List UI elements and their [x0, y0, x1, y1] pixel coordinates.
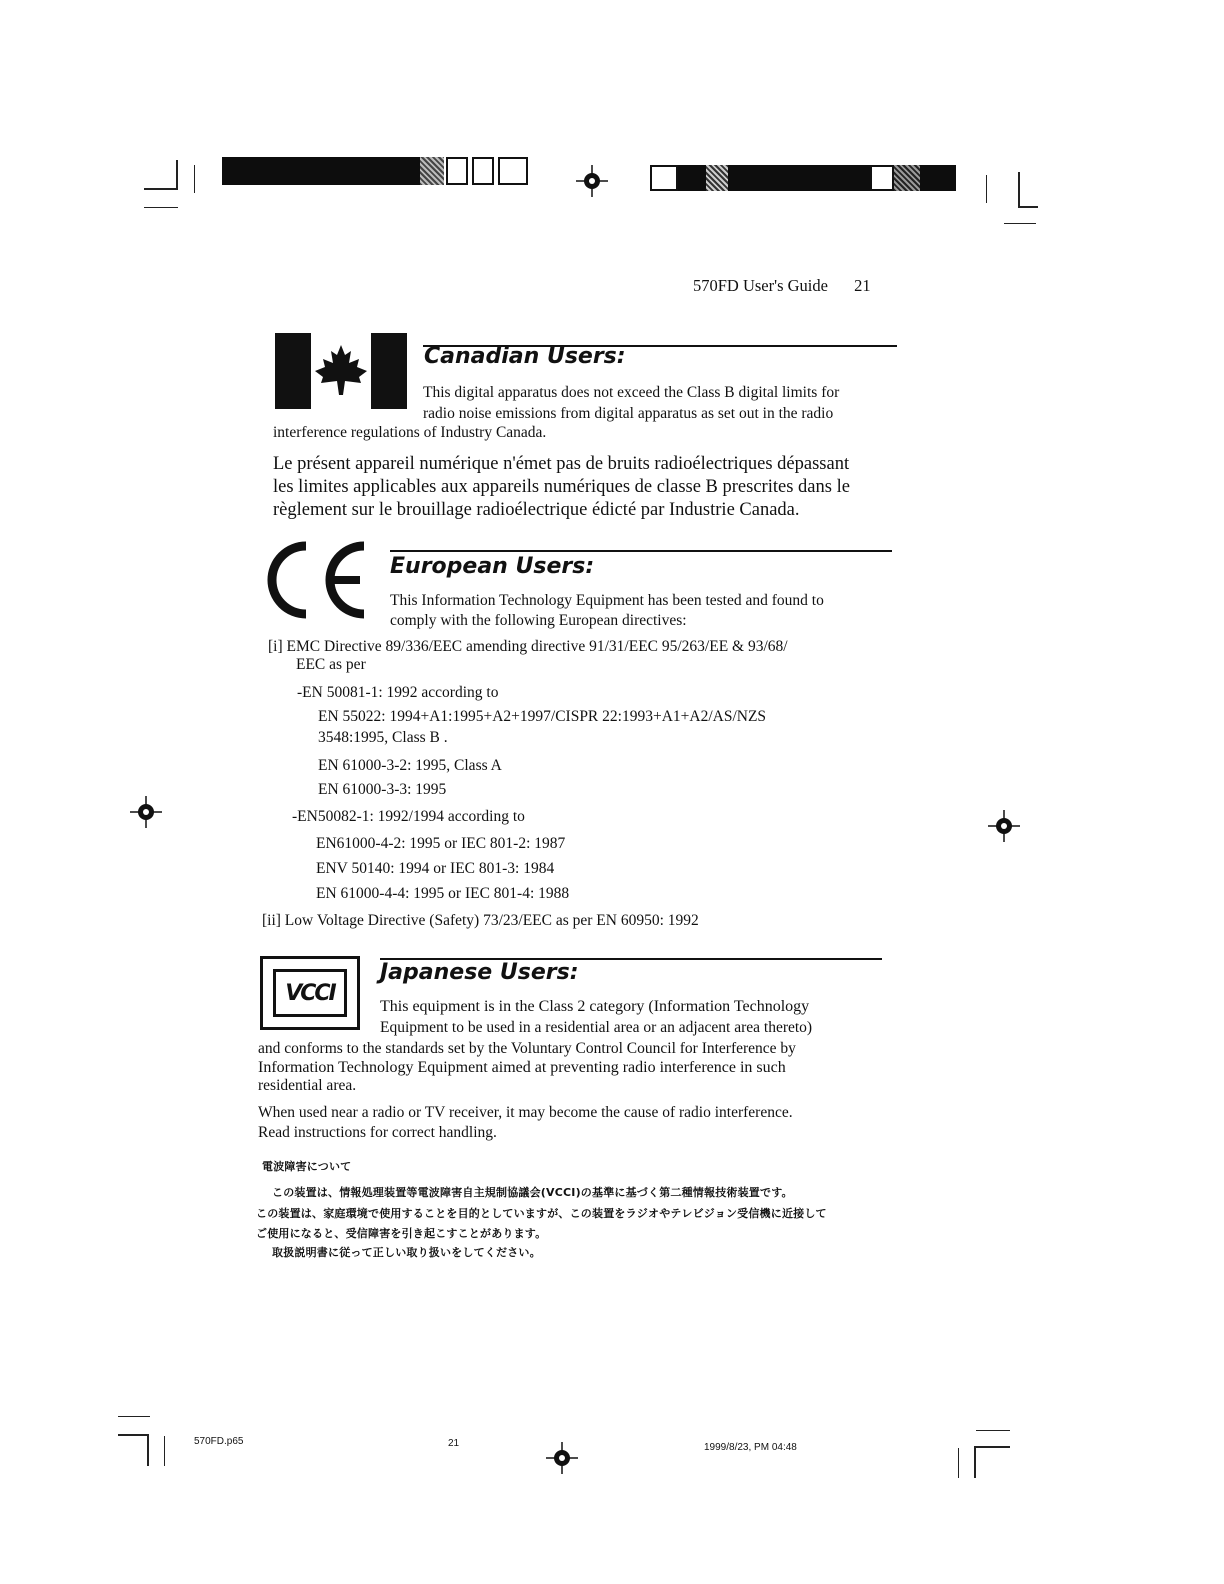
vcci-logo-text: VCCI: [285, 980, 335, 1006]
japanese-notice-line: 取扱説明書に従って正しい取り扱いをしてください。: [272, 1246, 541, 1259]
directive-item: EN 61000-3-3: 1995: [318, 781, 447, 798]
directive-item: ENV 50140: 1994 or IEC 801-3: 1984: [316, 860, 555, 877]
footer-page-number: 21: [448, 1438, 460, 1449]
crop-mark: [986, 175, 987, 203]
directive-item: EN 61000-4-4: 1995 or IEC 801-4: 1988: [316, 885, 570, 902]
directive-item: [i] EMC Directive 89/336/EEC amending directive 91/31/EEC 95/263/EE & 93/68/: [268, 638, 788, 655]
european-heading: European Users:: [390, 554, 595, 579]
directive-item: -EN50082-1: 1992/1994 according to: [292, 808, 525, 825]
directive-item: -EN 50081-1: 1992 according to: [297, 684, 499, 701]
crop-mark: [144, 188, 178, 190]
crop-mark: [164, 1436, 165, 1466]
canadian-flag-icon: [275, 333, 407, 409]
canadian-text-line: interference regulations of Industry Canada.: [273, 424, 547, 441]
print-color-bar-right: [650, 163, 960, 195]
crop-mark: [194, 165, 195, 193]
directive-item: EEC as per: [296, 656, 366, 673]
crop-mark: [118, 1416, 150, 1417]
crop-mark: [144, 207, 178, 208]
running-header: [693, 276, 871, 296]
canadian-text-line: This digital apparatus does not exceed the Class B digital limits for: [423, 384, 840, 401]
japanese-notice-line: この装置は、家庭環境で使用することを目的としていますが、この装置をラジオやテレビジョン受信機に近接して: [256, 1207, 827, 1220]
directive-item: 3548:1995, Class B .: [318, 729, 448, 746]
canadian-french-line: règlement sur le brouillage radioélectrique édicté par Industrie Canada.: [273, 500, 800, 520]
page-number: 21: [854, 276, 871, 295]
registration-target-icon: [546, 1442, 578, 1474]
japanese-heading: Japanese Users:: [380, 960, 579, 985]
vcci-logo: [260, 956, 360, 1030]
footer-file-name: 570FD.p65: [194, 1436, 244, 1447]
crop-mark: [176, 160, 178, 190]
japanese-text-line: residential area.: [258, 1077, 357, 1094]
japanese-text-line: Equipment to be used in a residential area or an adjacent area thereto): [380, 1019, 813, 1036]
japanese-text-line: This equipment is in the Class 2 category (Information Technology: [380, 998, 810, 1015]
european-intro-line: This Information Technology Equipment has been tested and found to: [390, 592, 824, 609]
print-color-bar-left: [222, 155, 532, 187]
japanese-text-line: Information Technology Equipment aimed at preventing radio interference in such: [258, 1059, 786, 1076]
registration-target-icon: [988, 810, 1020, 842]
japanese-notice-line: 電波障害について: [262, 1160, 352, 1173]
canadian-french-line: Le présent appareil numérique n'émet pas de bruits radioélectriques dépassant: [273, 454, 850, 474]
japanese-notice-line: この装置は、情報処理装置等電波障害自主規制協議会(VCCI)の基準に基づく第二種情報技術装置です。: [272, 1186, 793, 1199]
crop-mark: [974, 1446, 976, 1478]
japanese-text-line: and conforms to the standards set by the Voluntary Control Council for Interference by: [258, 1040, 796, 1057]
crop-mark: [118, 1434, 148, 1436]
european-intro-line: comply with the following European directives:: [390, 612, 687, 629]
crop-mark: [147, 1434, 149, 1466]
japanese-text-line: Read instructions for correct handling.: [258, 1124, 497, 1141]
registration-target-icon: [576, 165, 608, 197]
crop-mark: [958, 1448, 959, 1478]
crop-mark: [976, 1430, 1010, 1431]
japanese-text-line: When used near a radio or TV receiver, it may become the cause of radio interference.: [258, 1104, 793, 1121]
canadian-heading: Canadian Users:: [424, 344, 626, 369]
footer-timestamp: 1999/8/23, PM 04:48: [704, 1442, 797, 1453]
european-heading-rule: [390, 550, 892, 552]
crop-mark: [1018, 206, 1038, 208]
crop-mark: [1018, 172, 1020, 208]
canadian-french-line: les limites applicables aux appareils numériques de classe B prescrites dans le: [273, 477, 850, 497]
directive-item: [ii] Low Voltage Directive (Safety) 73/23/EEC as per EN 60950: 1992: [262, 912, 699, 929]
directive-item: EN 61000-3-2: 1995, Class A: [318, 757, 502, 774]
japanese-notice-line: ご使用になると、受信障害を引き起こすことがあります。: [256, 1227, 547, 1240]
directive-item: EN61000-4-2: 1995 or IEC 801-2: 1987: [316, 835, 566, 852]
directive-item: EN 55022: 1994+A1:1995+A2+1997/CISPR 22:1993+A1+A2/AS/NZS: [318, 708, 767, 725]
registration-target-icon: [130, 796, 162, 828]
canadian-text-line: radio noise emissions from digital apparatus as set out in the radio: [423, 405, 834, 422]
running-title: 570FD User's Guide: [693, 276, 828, 295]
crop-mark: [974, 1446, 1010, 1448]
crop-mark: [1004, 223, 1036, 224]
ce-mark-icon: [266, 540, 370, 620]
